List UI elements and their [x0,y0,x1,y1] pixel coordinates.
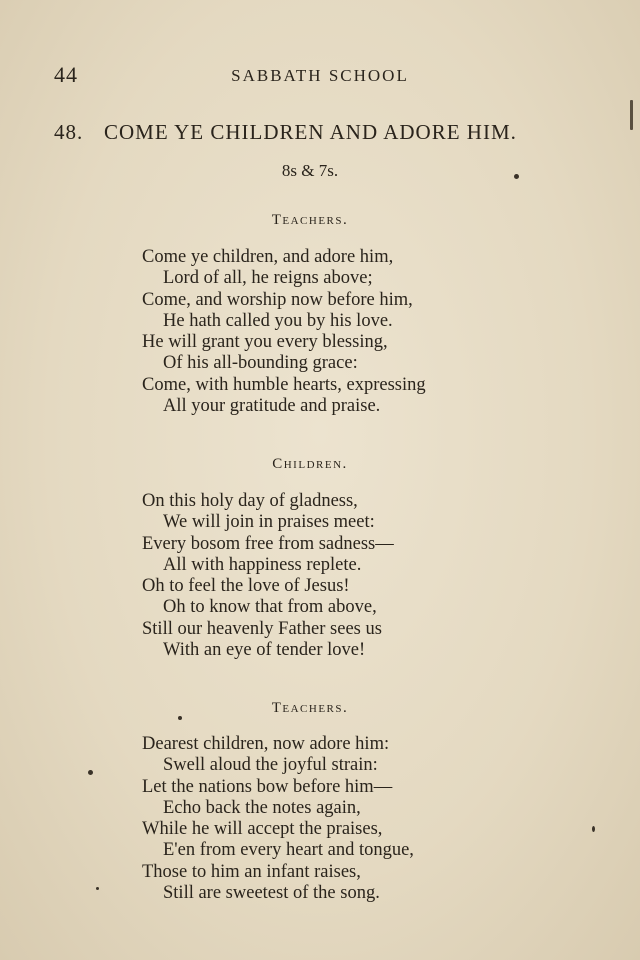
verse-line: Oh to feel the love of Jesus! [142,576,350,597]
verse-line: Of his all-bounding grace: [163,353,358,374]
hymn-number: 48. [54,120,84,144]
verse-line: Echo back the notes again, [163,797,361,818]
verse-line: On this holy day of gladness, [142,491,358,511]
verse-line: Every bosom free from sadness— [142,533,394,554]
verse-line: Swell aloud the joyful strain: [163,755,378,776]
verse-line: Lord of all, he reigns above; [163,268,373,289]
verse-line: Let the nations bow before him— [142,776,393,797]
paper-speck [592,826,595,832]
section-label-teachers-2: Teachers. [271,700,349,716]
verse-line: Come, with humble hearts, expressing [142,374,426,395]
running-head: SABBATH SCHOOL [231,66,409,85]
verse-line: Oh to know that from above, [163,597,377,618]
verse-line: All with happiness replete. [163,554,362,575]
paper-edge-mark [630,100,633,130]
stanza-teachers-2 [142,734,542,904]
paper-speck [96,887,99,890]
verse-line: Come, and worship now before him, [142,289,413,310]
verse-line: Come ye children, and adore him, [142,247,394,267]
verse-line: He will grant you every blessing, [142,332,388,353]
page-header [0,62,640,92]
verse-line: All your gratitude and praise. [163,396,381,417]
stanza-teachers-1 [142,247,542,417]
verse-line: He hath called you by his love. [163,310,393,331]
page-number: 44 [54,62,78,87]
verse-line: Still our heavenly Father sees us [142,618,382,639]
verse-line: We will join in praises meet: [163,512,375,533]
verse-line: Those to him an infant raises, [142,861,361,882]
hymn-title-row [54,120,594,150]
verse-line: With an eye of tender love! [163,640,366,661]
section-label-children: Children. [272,456,348,472]
hymn-meter: 8s & 7s. [281,161,339,180]
verse-line: E'en from every heart and tongue, [163,840,414,861]
paper-speck [514,174,519,179]
stanza-children [142,491,542,661]
verse-line: Still are sweetest of the song. [163,883,380,904]
paper-speck [178,716,182,720]
section-label-teachers: Teachers. [271,212,349,228]
verse-line: Dearest children, now adore him: [142,734,390,754]
verse-line: While he will accept the praises, [142,819,383,840]
hymn-title: COME YE CHILDREN AND ADORE HIM. [104,120,517,144]
paper-speck [88,770,93,775]
